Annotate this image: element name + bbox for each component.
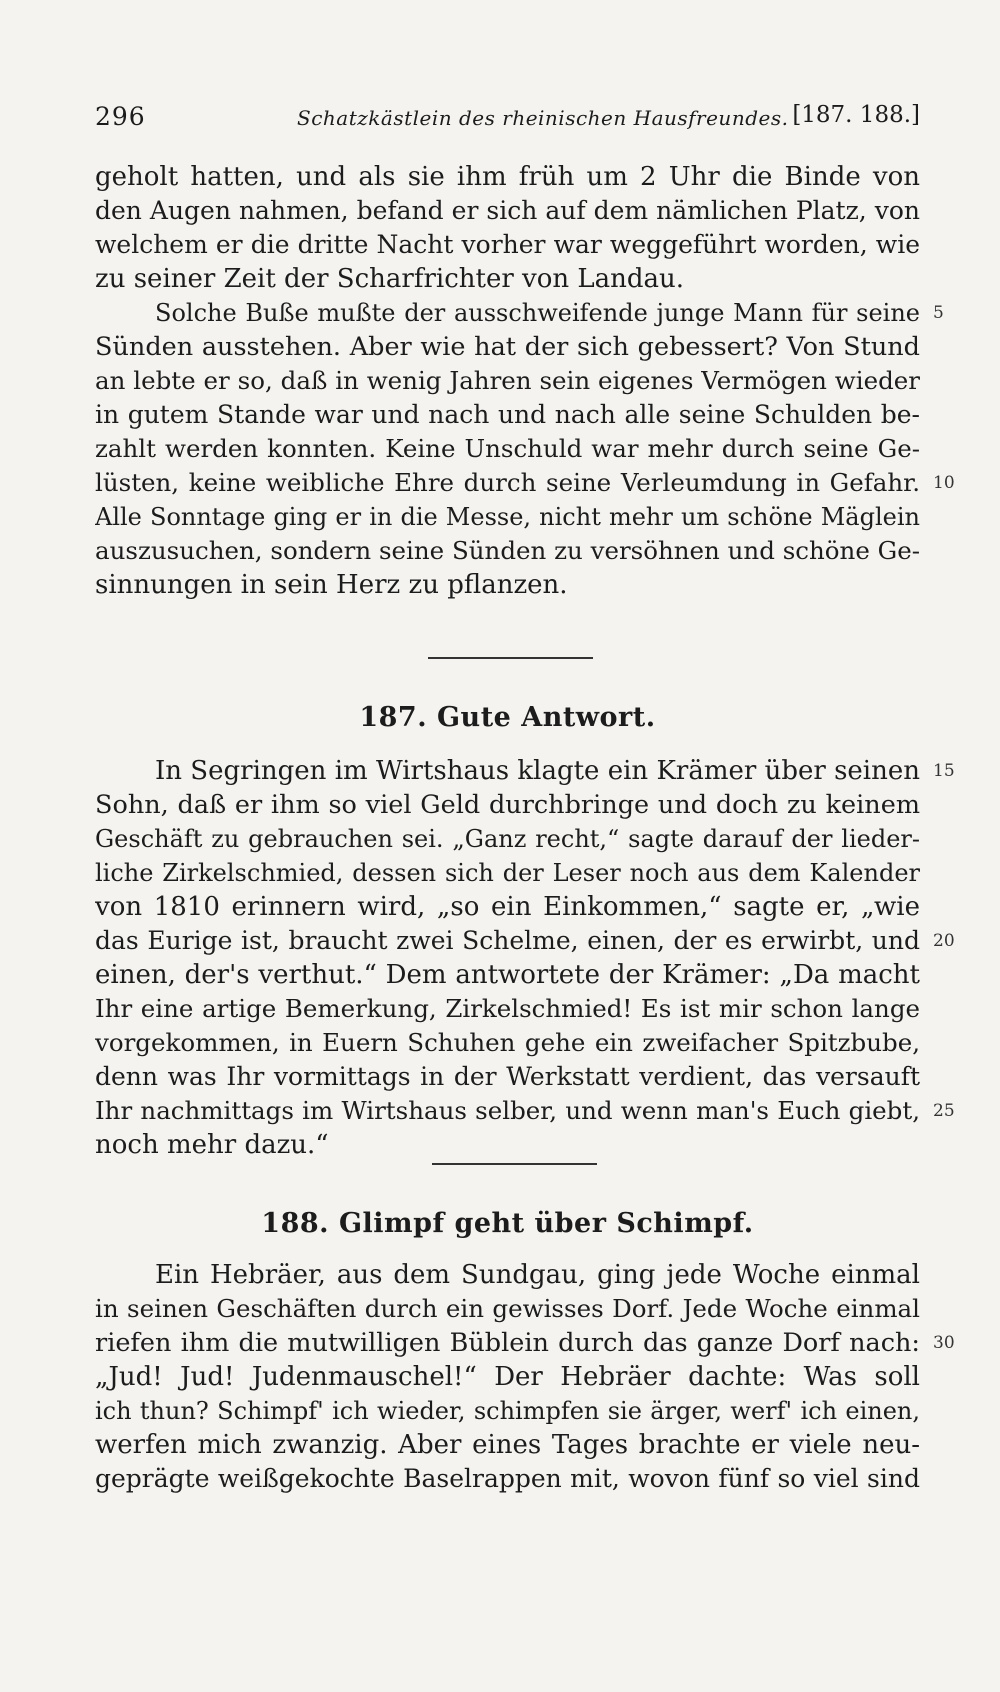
section-divider <box>432 1163 597 1165</box>
line-number: 30 <box>933 1333 955 1353</box>
text-line: zu seiner Zeit der Scharfrichter von Landau. <box>95 264 685 294</box>
line-number: 10 <box>933 473 955 493</box>
running-title: Schatzkästlein des rheinischen Hausfreundes. <box>297 106 789 130</box>
story-numbers: [187. 188.] <box>792 102 920 128</box>
text-line: noch mehr dazu.“ <box>95 1130 329 1160</box>
text-line: zahlt werden konnten. Keine Unschuld war mehr durch seine Ge- <box>95 434 920 463</box>
text-line: Geschäft zu gebrauchen sei. „Ganz recht,“ sagte darauf der lieder- <box>95 825 920 853</box>
text-line: Solche Buße mußte der ausschweifende junge Mann für seine <box>155 299 920 327</box>
text-line: sinnungen in sein Herz zu pflanzen. <box>95 570 568 600</box>
text-line: riefen ihm die mutwilligen Büblein durch das ganze Dorf nach: <box>95 1328 920 1358</box>
text-line: geholt hatten, und als sie ihm früh um 2 Uhr die Binde von <box>95 162 920 192</box>
page-number: 296 <box>95 102 146 131</box>
text-line: liche Zirkelschmied, dessen sich der Leser noch aus dem Kalender <box>95 859 920 887</box>
text-line: von 1810 erinnern wird, „so ein Einkommen,“ sagte er, „wie <box>95 892 920 922</box>
line-number: 25 <box>933 1101 955 1121</box>
text-line: lüsten, keine weibliche Ehre durch seine Verleumdung in Gefahr. <box>95 468 920 497</box>
text-line: auszusuchen, sondern seine Sünden zu versöhnen und schöne Ge- <box>95 536 920 565</box>
text-line: „Jud! Jud! Judenmauschel!“ Der Hebräer dachte: Was soll <box>95 1362 920 1392</box>
text-line: geprägte weißgekochte Baselrappen mit, wovon fünf so viel sind <box>95 1464 920 1493</box>
text-line: Ihr nachmittags im Wirtshaus selber, und wenn man's Euch giebt, <box>95 1096 920 1125</box>
text-line: an lebte er so, daß in wenig Jahren sein eigenes Vermögen wieder <box>95 366 920 395</box>
text-line: vorgekommen, in Euern Schuhen gehe ein zweifacher Spitzbube, <box>95 1028 920 1057</box>
story-heading-188: 188. Glimpf geht über Schimpf. <box>261 1208 754 1239</box>
line-number: 15 <box>933 761 955 781</box>
text-line: Sünden ausstehen. Aber wie hat der sich gebessert? Von Stund <box>95 332 920 362</box>
text-line: Alle Sonntage ging er in die Messe, nicht mehr um schöne Mäglein <box>95 503 920 531</box>
text-line: den Augen nahmen, befand er sich auf dem nämlichen Platz, von <box>95 196 920 225</box>
story-heading-187: 187. Gute Antwort. <box>359 702 656 733</box>
text-line: Sohn, daß er ihm so viel Geld durchbringe und doch zu keinem <box>95 790 920 820</box>
line-number: 20 <box>933 931 955 951</box>
running-head <box>95 102 920 142</box>
text-line: das Eurige ist, braucht zwei Schelme, einen, der es erwirbt, und <box>95 926 920 955</box>
text-line: werfen mich zwanzig. Aber eines Tages brachte er viele neu- <box>95 1430 920 1460</box>
text-line: einen, der's verthut.“ Dem antwortete der Krämer: „Da macht <box>95 960 920 990</box>
text-line: Ihr eine artige Bemerkung, Zirkelschmied! Es ist mir schon lange <box>95 994 920 1023</box>
text-line: In Segringen im Wirtshaus klagte ein Krämer über seinen <box>155 756 920 786</box>
text-line: in seinen Geschäften durch ein gewisses Dorf. Jede Woche einmal <box>95 1294 920 1323</box>
text-line: ich thun? Schimpf' ich wieder, schimpfen sie ärger, werf' ich einen, <box>95 1397 920 1425</box>
line-number: 5 <box>933 303 944 323</box>
text-line: Ein Hebräer, aus dem Sundgau, ging jede Woche einmal <box>155 1260 920 1290</box>
text-line: in gutem Stande war und nach und nach alle seine Schulden be- <box>95 400 920 429</box>
text-line: welchem er die dritte Nacht vorher war weggeführt worden, wie <box>95 230 920 259</box>
text-line: denn was Ihr vormittags in der Werkstatt verdient, das versauft <box>95 1062 920 1091</box>
section-divider <box>428 657 593 659</box>
